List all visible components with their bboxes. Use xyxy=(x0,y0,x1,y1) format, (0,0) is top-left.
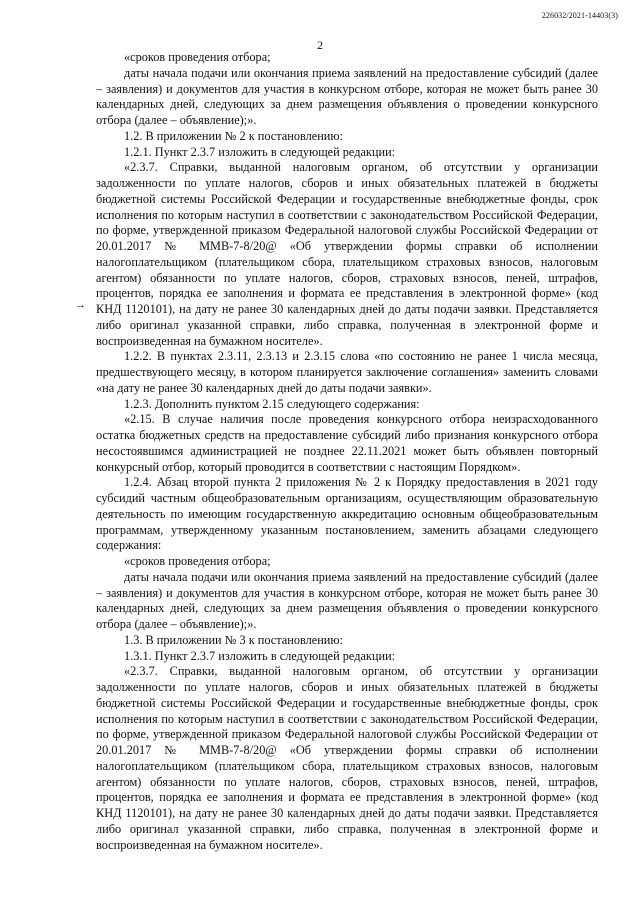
paragraph: 1.3.1. Пункт 2.3.7 изложить в следующей редакции: xyxy=(124,648,396,663)
paragraph: даты начала подачи или окончания приема заявлений на предоставление субсидий (далее – заявления) и документов для участия в конкурсном отборе, которая не может быть ранее 30 календарных дней, следующих за днем размещения объявления о проведении конкурсного отбора (далее – объявление);». xyxy=(96,569,598,631)
paragraph: 1.2.1. Пункт 2.3.7 изложить в следующей редакции: xyxy=(124,144,396,159)
paragraph: 1.3. В приложении № 3 к постановлению: xyxy=(124,632,343,647)
paragraph: 1.2. В приложении № 2 к постановлению: xyxy=(124,128,343,143)
paragraph: 1.2.2. В пунктах 2.3.11, 2.3.13 и 2.3.15 слова «по состоянию не ранее 1 числа месяца, предшествующего месяцу, в котором планируется заключение соглашения» заменить словами «на дату не ранее 30 календарных дней до даты подачи заявки». xyxy=(96,349,598,395)
paragraph: «сроков проведения отбора; xyxy=(124,50,271,64)
document-id: 226032/2021-14403(3) xyxy=(541,11,618,20)
margin-arrow-icon: → xyxy=(75,299,86,311)
paragraph: «2.3.7. Справки, выданной налоговым органом, об отсутствии у организации задолженности по уплате налогов, сборов и иных обязательных платежей в бюджеты бюджетной системы Российской Федерации и государственные внебюджетные фонды, срок исполнения по которым наступил в соответствии с законодательством Российской Федерации, по форме, утвержденной приказом Федеральной налоговой службы Российской Федерации от 20.01.2017 № ММВ-7-8/20@ «Об утверждении формы справки об исполнении налогоплательщиком (плательщиком сбора, плательщиком страховых взносов, налоговым агентом) обязанности по уплате налогов, сборов, страховых взносов, пеней, штрафов, процентов, порядка ее заполнения и формата ее представления в электронной форме» (код КНД 1120101), на дату не ранее 30 календарных дней до даты подачи заявки. Представляется либо оригинал указанной справки, либо справка, полученная в электронной форме и воспроизведенная на бумажном носителе». xyxy=(96,664,598,852)
paragraph: даты начала подачи или окончания приема заявлений на предоставление субсидий (далее – заявления) и документов для участия в конкурсном отборе, которая не может быть ранее 30 календарных дней, следующих за днем размещения объявления о проведении конкурсного отбора (далее – объявление);». xyxy=(96,65,598,127)
document-body xyxy=(96,50,598,853)
paragraph: 1.2.4. Абзац второй пункта 2 приложения № 2 к Порядку предоставления в 2021 году субсидий частным общеобразовательным организациям, осуществляющим образовательную деятельность по имеющим государственную аккредитацию основным общеобразовательным программам, утвержденному указанным постановлением, заменить абзацами следующего содержания: xyxy=(96,475,598,553)
paragraph: «2.15. В случае наличия после проведения конкурсного отбора неизрасходованного остатка бюджетных средств на предоставление субсидий либо признания конкурсного отбора несостоявшимся администрацией не позднее 22.11.2021 может быть объявлен повторный конкурсный отбор, который проводится в соответствии с настоящим Порядком». xyxy=(96,412,598,474)
page-number: 2 xyxy=(317,38,323,52)
paragraph: «сроков проведения отбора; xyxy=(124,554,271,568)
paragraph: «2.3.7. Справки, выданной налоговым органом, об отсутствии у организации задолженности по уплате налогов, сборов и иных обязательных платежей в бюджеты бюджетной системы Российской Федерации и государственные внебюджетные фонды, срок исполнения по которым наступил в соответствии с законодательством Российской Федерации, по форме, утвержденной приказом Федеральной налоговой службы Российской Федерации от 20.01.2017 № ММВ-7-8/20@ «Об утверждении формы справки об исполнении налогоплательщиком (плательщиком сбора, плательщиком страховых взносов, налоговым агентом) обязанности по уплате налогов, сборов, страховых взносов, пеней, штрафов, процентов, порядка ее заполнения и формата ее представления в электронной форме» (код КНД 1120101), на дату не ранее 30 календарных дней до даты подачи заявки. Представляется либо оригинал указанной справки, либо справка, полученная в электронной форме и воспроизведенная на бумажном носителе». xyxy=(96,160,598,348)
paragraph: 1.2.3. Дополнить пунктом 2.15 следующего содержания: xyxy=(124,396,420,411)
